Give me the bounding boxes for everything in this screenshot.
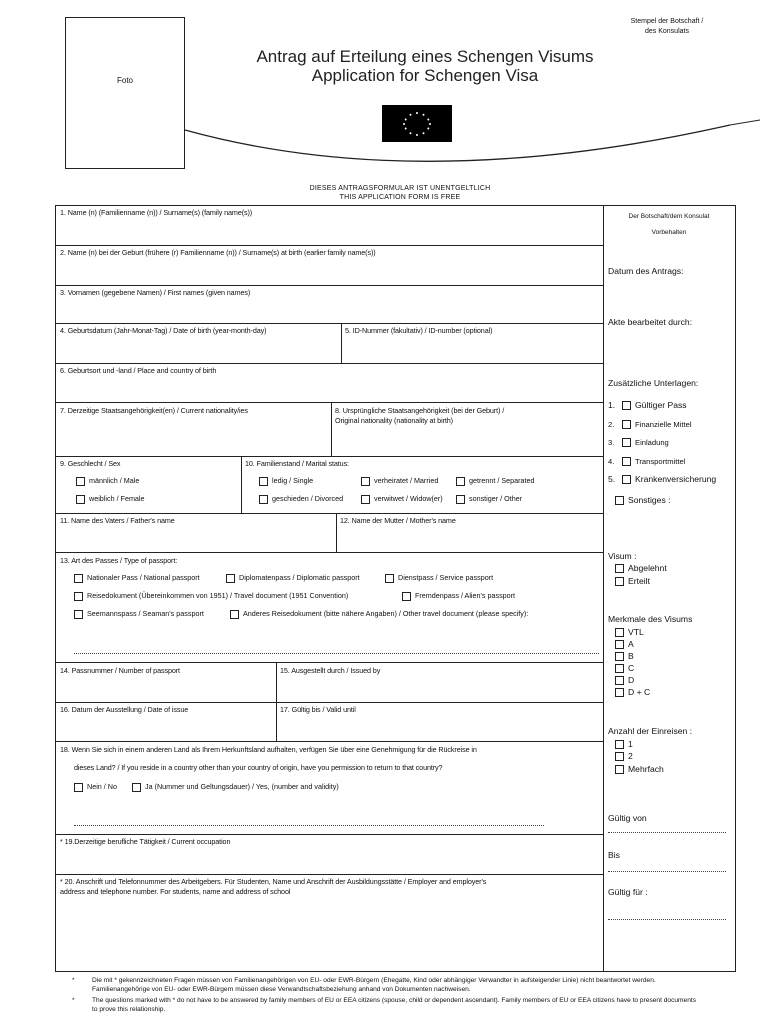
checkbox[interactable] — [615, 652, 624, 661]
stamp-line-1: Stempel der Botschaft / — [630, 18, 704, 25]
feature-c[interactable]: C — [615, 663, 634, 674]
field-4-date-of-birth: 4. Geburtsdatum (Jahr-Monat-Tag) / Date of birth (year-month-day) — [60, 326, 267, 335]
field-5-id-number: 5. ID-Nummer (fakultativ) / ID-number (optional) — [345, 326, 493, 335]
checkbox[interactable] — [74, 574, 83, 583]
doc-other[interactable]: Sonstiges : — [615, 495, 671, 506]
marital-married-option[interactable]: verheiratet / Married — [361, 476, 438, 486]
marital-separated-option[interactable]: getrennt / Separated — [456, 476, 535, 486]
field-13-passport-type: 13. Art des Passes / Type of passport: — [60, 556, 178, 565]
field-17-valid-until: 17. Gültig bis / Valid until — [280, 705, 356, 714]
sex-male-option[interactable]: männlich / Male — [76, 476, 139, 486]
checkbox[interactable] — [622, 457, 631, 466]
valid-for-label: Gültig für : — [608, 887, 648, 897]
additional-docs-label: Zusätzliche Unterlagen: — [608, 378, 699, 388]
passport-diplomatic-option[interactable]: Diplomatenpass / Diplomatic passport — [226, 573, 360, 583]
checkbox[interactable] — [402, 592, 411, 601]
marital-divorced-option[interactable]: geschieden / Divorced — [259, 494, 343, 504]
field-7-current-nationality: 7. Derzeitige Staatsangehörigkeit(en) / Current nationality/ies — [60, 406, 248, 415]
checkbox[interactable] — [259, 495, 268, 504]
checkbox[interactable] — [361, 495, 370, 504]
checkbox[interactable] — [74, 783, 83, 792]
until-line[interactable] — [608, 871, 726, 872]
visa-issued-option[interactable]: Erteilt — [615, 576, 650, 587]
free-notice-de: DIESES ANTRAGSFORMULAR IST UNENTGELTLICH — [309, 185, 491, 192]
title-de: Antrag auf Erteilung eines Schengen Visums — [256, 47, 594, 66]
checkbox[interactable] — [456, 477, 465, 486]
checkbox[interactable] — [74, 592, 83, 601]
application-form — [55, 205, 604, 972]
passport-service-option[interactable]: Dienstpass / Service passport — [385, 573, 493, 583]
return-permit-no-option[interactable]: Nein / No — [74, 782, 117, 792]
checkbox[interactable] — [615, 752, 624, 761]
valid-from-line[interactable] — [608, 832, 726, 833]
checkbox[interactable] — [615, 688, 624, 697]
checkbox[interactable] — [74, 610, 83, 619]
checkbox[interactable] — [361, 477, 370, 486]
marital-widowed-option[interactable]: verwitwet / Widow(er) — [361, 494, 443, 504]
field-20-employer-en: address and telephone number. For students, name and address of school — [60, 887, 291, 896]
valid-for-line[interactable] — [608, 919, 726, 920]
checkbox[interactable] — [615, 676, 624, 685]
field-9-sex: 9. Geschlecht / Sex — [60, 459, 121, 468]
footnote-marker-en: * — [72, 997, 75, 1004]
field-18-return-permit-en: dieses Land? / If you reside in a country other than your country of origin, have you permission to return to that country? — [74, 763, 443, 772]
return-permit-line[interactable] — [74, 825, 544, 826]
passport-alien-option[interactable]: Fremdenpass / Alien's passport — [402, 591, 515, 601]
field-14-passport-number: 14. Passnummer / Number of passport — [60, 666, 180, 675]
field-8-original-nationality-en: Original nationality (nationality at birth) — [335, 416, 453, 425]
footnote-marker-de: * — [72, 977, 75, 984]
doc-health-insurance[interactable]: 5. Krankenversicherung — [608, 474, 717, 484]
free-notice-en: THIS APPLICATION FORM IS FREE — [339, 194, 461, 201]
field-3-first-names: 3. Vornamen (gegebene Namen) / First names (given names) — [60, 288, 251, 297]
entries-one[interactable]: 1 — [615, 739, 633, 750]
office-use-column — [603, 205, 736, 972]
valid-from-label: Gültig von — [608, 813, 647, 823]
field-20-employer-de: * 20. Anschrift und Telefonnummer des Arbeitgebers. Für Studenten, Name und Anschrift der Ausbildungsstätte / Employer and employer's — [60, 877, 487, 886]
field-11-father-name: 11. Name des Vaters / Father's name — [60, 516, 175, 525]
reserved-label-1: Der Botschaft/dem Konsulat — [628, 213, 710, 220]
field-18-return-permit-de: 18. Wenn Sie sich in einem anderen Land als Ihrem Herkunftsland aufhalten, verfügen Sie über eine Genehmigung für die Rückreise in — [60, 745, 477, 754]
field-16-date-of-issue: 16. Datum der Ausstellung / Date of issue — [60, 705, 189, 714]
checkbox[interactable] — [76, 477, 85, 486]
checkbox[interactable] — [615, 664, 624, 673]
field-2-surname-at-birth: 2. Name (n) bei der Geburt (frühere (r) Familienname (n)) / Surname(s) at birth (earlier family name(s)) — [60, 248, 376, 257]
entries-two[interactable]: 2 — [615, 751, 633, 762]
doc-transport[interactable]: 4. Transportmittel — [608, 457, 686, 466]
doc-financial-means[interactable]: 2. Finanzielle Mittel — [608, 420, 692, 429]
processed-by-label: Akte bearbeitet durch: — [608, 317, 693, 327]
checkbox[interactable] — [615, 577, 624, 586]
checkbox[interactable] — [259, 477, 268, 486]
eu-flag-icon — [382, 105, 452, 142]
marital-other-option[interactable]: sonstiger / Other — [456, 494, 522, 504]
doc-valid-passport[interactable]: 1. Gültiger Pass — [608, 400, 687, 410]
checkbox[interactable] — [622, 401, 631, 410]
checkbox[interactable] — [385, 574, 394, 583]
visa-label: Visum : — [608, 551, 637, 561]
checkbox[interactable] — [76, 495, 85, 504]
field-19-occupation: * 19.Derzeitige berufliche Tätigkeit / Current occupation — [60, 837, 231, 846]
passport-other-option[interactable]: Anderes Reisedokument (bitte nähere Angaben) / Other travel document (please specify): — [230, 609, 528, 619]
checkbox[interactable] — [132, 783, 141, 792]
checkbox[interactable] — [622, 475, 631, 484]
checkbox[interactable] — [226, 574, 235, 583]
checkbox[interactable] — [230, 610, 239, 619]
return-permit-yes-option[interactable]: Ja (Nummer und Geltungsdauer) / Yes, (number and validity) — [132, 782, 339, 792]
passport-seaman-option[interactable]: Seemannspass / Seaman's passport — [74, 609, 204, 619]
feature-b[interactable]: B — [615, 651, 634, 662]
passport-national-option[interactable]: Nationaler Pass / National passport — [74, 573, 200, 583]
checkbox[interactable] — [615, 496, 624, 505]
until-label: Bis — [608, 850, 620, 860]
field-1-surname: 1. Name (n) (Familienname (n)) / Surname(s) (family name(s)) — [60, 208, 253, 217]
feature-d[interactable]: D — [615, 675, 634, 686]
feature-d-plus-c[interactable]: D + C — [615, 687, 650, 698]
checkbox[interactable] — [622, 438, 631, 447]
field-12-mother-name: 12. Name der Mutter / Mother's name — [340, 516, 456, 525]
title-en: Application for Schengen Visa — [311, 66, 539, 85]
footnote-de: Die mit * gekennzeichneten Fragen müssen von Familienangehörigen von EU- oder EWR-Bürgern (Ehegatte, Kind oder abhängiger Verwandter in aufsteigender Linie) nicht beantwortet werden. Familienangehörige von EU- oder EWR-Bürgern müssen diese Verwandtschaftsbeziehung anhand von Dokumenten nachweisen. — [92, 977, 656, 993]
other-document-line[interactable] — [74, 653, 599, 654]
checkbox[interactable] — [456, 495, 465, 504]
number-of-entries-label: Anzahl der Einreisen : — [608, 726, 693, 736]
reserved-label-2: Vorbehalten — [651, 229, 687, 236]
stamp-line-2: des Konsulats — [645, 28, 689, 35]
stamp-note — [612, 17, 722, 37]
marital-single-option[interactable]: ledig / Single — [259, 476, 313, 486]
entries-multiple[interactable]: Mehrfach — [615, 764, 664, 775]
checkbox[interactable] — [615, 740, 624, 749]
checkbox[interactable] — [615, 640, 624, 649]
field-6-place-of-birth: 6. Geburtsort und -land / Place and country of birth — [60, 366, 217, 375]
field-10-marital-status: 10. Familienstand / Marital status: — [245, 459, 349, 468]
checkbox[interactable] — [615, 628, 624, 637]
feature-a[interactable]: A — [615, 639, 634, 650]
visa-refused-option[interactable]: Abgelehnt — [615, 563, 667, 574]
sex-female-option[interactable]: weiblich / Female — [76, 494, 145, 504]
checkbox[interactable] — [622, 420, 631, 429]
field-15-issued-by: 15. Ausgestellt durch / Issued by — [280, 666, 381, 675]
application-date-label: Datum des Antrags: — [608, 266, 684, 276]
checkbox[interactable] — [615, 564, 624, 573]
field-8-original-nationality-de: 8. Ursprüngliche Staatsangehörigkeit (bei der Geburt) / — [335, 406, 505, 415]
passport-travel-document-option[interactable]: Reisedokument (Übereinkommen von 1951) / Travel document (1951 Convention) — [74, 591, 348, 601]
visa-features-label: Merkmale des Visums — [608, 614, 693, 624]
doc-invitation[interactable]: 3. Einladung — [608, 438, 669, 447]
feature-vtl[interactable]: VTL — [615, 627, 644, 638]
checkbox[interactable] — [615, 765, 624, 774]
footnote-en: The questions marked with * do not have to be answered by family members of EU or EEA citizens (spouse, child or dependent ascendant). Family members of EU or EEA citizens have to present documents to prove this relationship. — [92, 997, 696, 1013]
photo-label: Foto — [116, 76, 133, 85]
